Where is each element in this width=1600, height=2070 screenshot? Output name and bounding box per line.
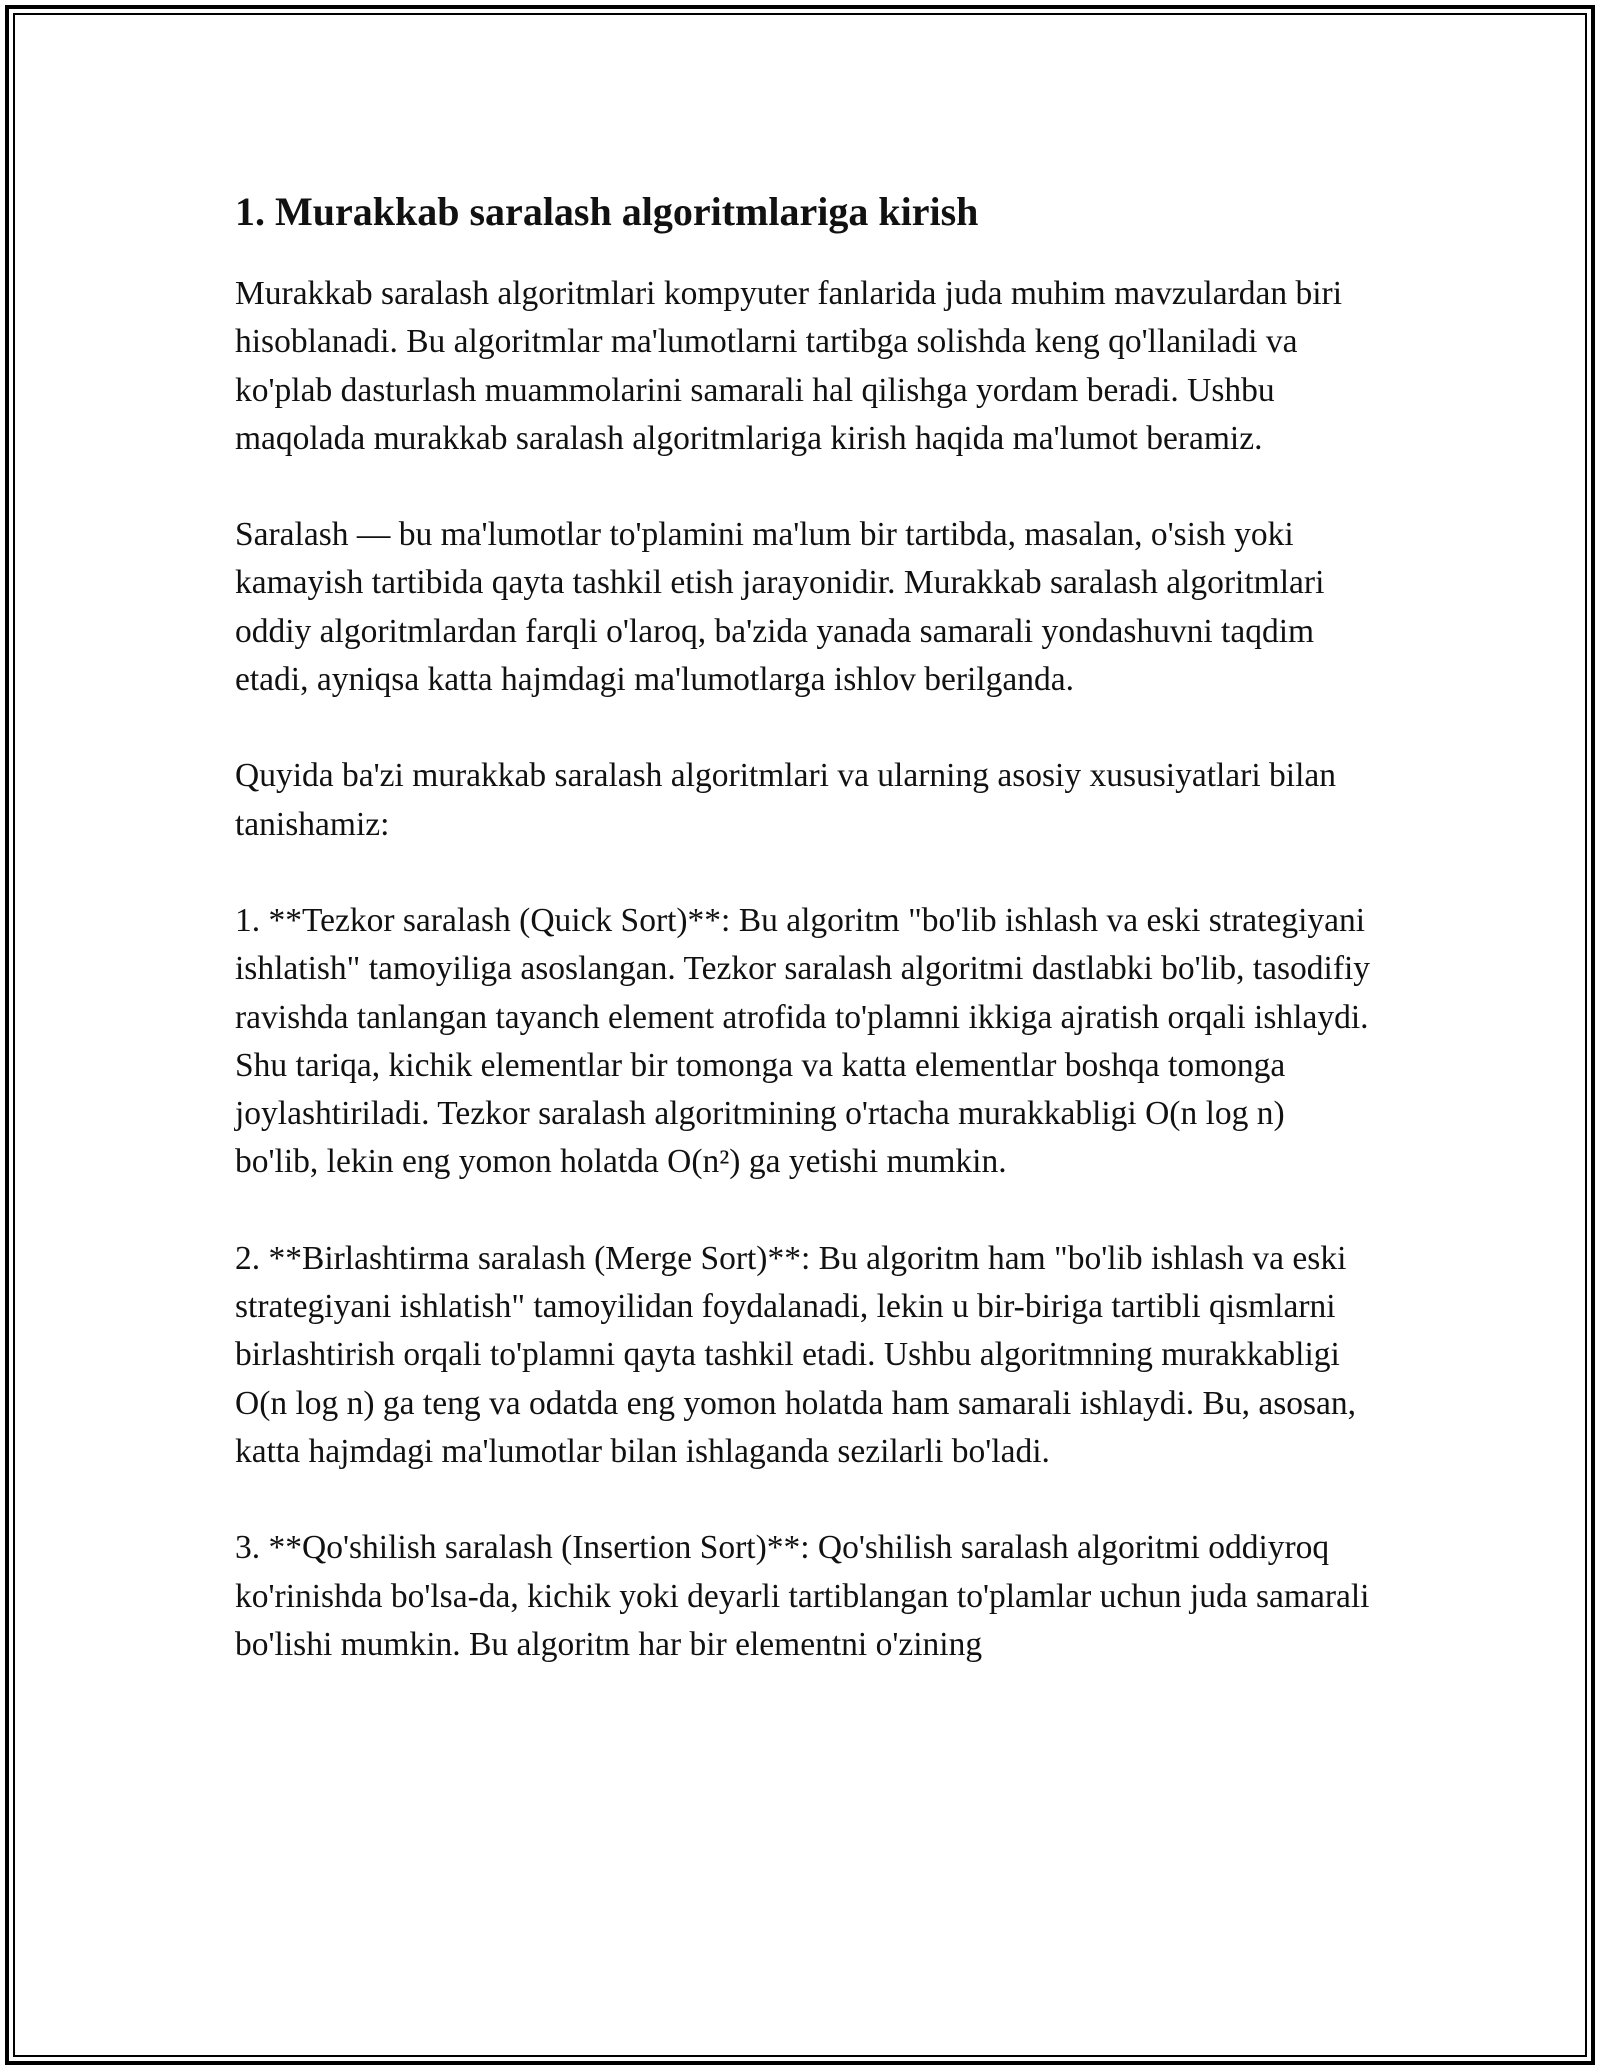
paragraph-definition: Saralash — bu ma'lumotlar to'plamini ma'lum bir tartibda, masalan, o'sish yoki kamayish tartibida qayta tashkil etish jarayonidir. Murakkab saralash algoritmlari oddiy algoritmlardan farqli o'laroq, ba'zida yanada samarali yondashuvni taqdim etadi, ayniqsa katta hajmdagi ma'lumotlarga ishlov berilganda. bbox=[235, 516, 1325, 699]
paragraph-insertion-sort: 3. **Qo'shilish saralash (Insertion Sort)**: Qo'shilish saralash algoritmi oddiyroq ko'rinishda bo'lsa-da, kichik yoki deyarli tartiblangan to'plamlar uchun juda samarali bo'lishi mumkin. Bu algoritm har bir elementni o'zining bbox=[235, 1529, 1370, 1663]
paragraph-merge-sort: 2. **Birlashtirma saralash (Merge Sort)**: Bu algoritm ham "bo'lib ishlash va eski strategiyani ishlatish" tamoyilidan foydalanadi, lekin u bir-biriga tartibli qismlarni birlashtirish orqali to'plamni qayta tashkil etadi. Ushbu algoritmning murakkabligi O(n log n) ga teng va odatda eng yomon holatda ham samarali ishlaydi. Bu, asosan, katta hajmdagi ma'lumotlar bilan ishlaganda sezilarli bo'ladi. bbox=[235, 1239, 1357, 1470]
paragraph-intro: Murakkab saralash algoritmlari kompyuter fanlarida juda muhim mavzulardan biri hisoblanadi. Bu algoritmlar ma'lumotlarni tartibga solishda keng qo'llaniladi va ko'plab dasturlash muammolarini samarali hal qilishga yordam beradi. Ushbu maqolada murakkab saralash algoritmlariga kirish haqida ma'lumot beramiz. bbox=[235, 275, 1343, 457]
document-body bbox=[235, 183, 1375, 1717]
paragraph-list-intro: Quyida ba'zi murakkab saralash algoritmlari va ularning asosiy xususiyatlari bilan tanishamiz: bbox=[235, 757, 1337, 843]
paragraph-quick-sort: 1. **Tezkor saralash (Quick Sort)**: Bu algoritm "bo'lib ishlash va eski strategiyani ishlatish" tamoyiliga asoslangan. Tezkor saralash algoritmi dastlabki bo'lib, tasodifiy ravishda tanlangan tayanch element atrofida to'plamni ikkiga ajratish orqali ishlaydi. Shu tariqa, kichik elementlar bir tomonga va katta elementlar boshqa tomonga joylashtiriladi. Tezkor saralash algoritmining o'rtacha murakkabligi O(n log n) bo'lib, lekin eng yomon holatda O(n²) ga yetishi mumkin. bbox=[235, 901, 1371, 1181]
section-title: 1. Murakkab saralash algoritmlariga kirish bbox=[235, 189, 979, 234]
